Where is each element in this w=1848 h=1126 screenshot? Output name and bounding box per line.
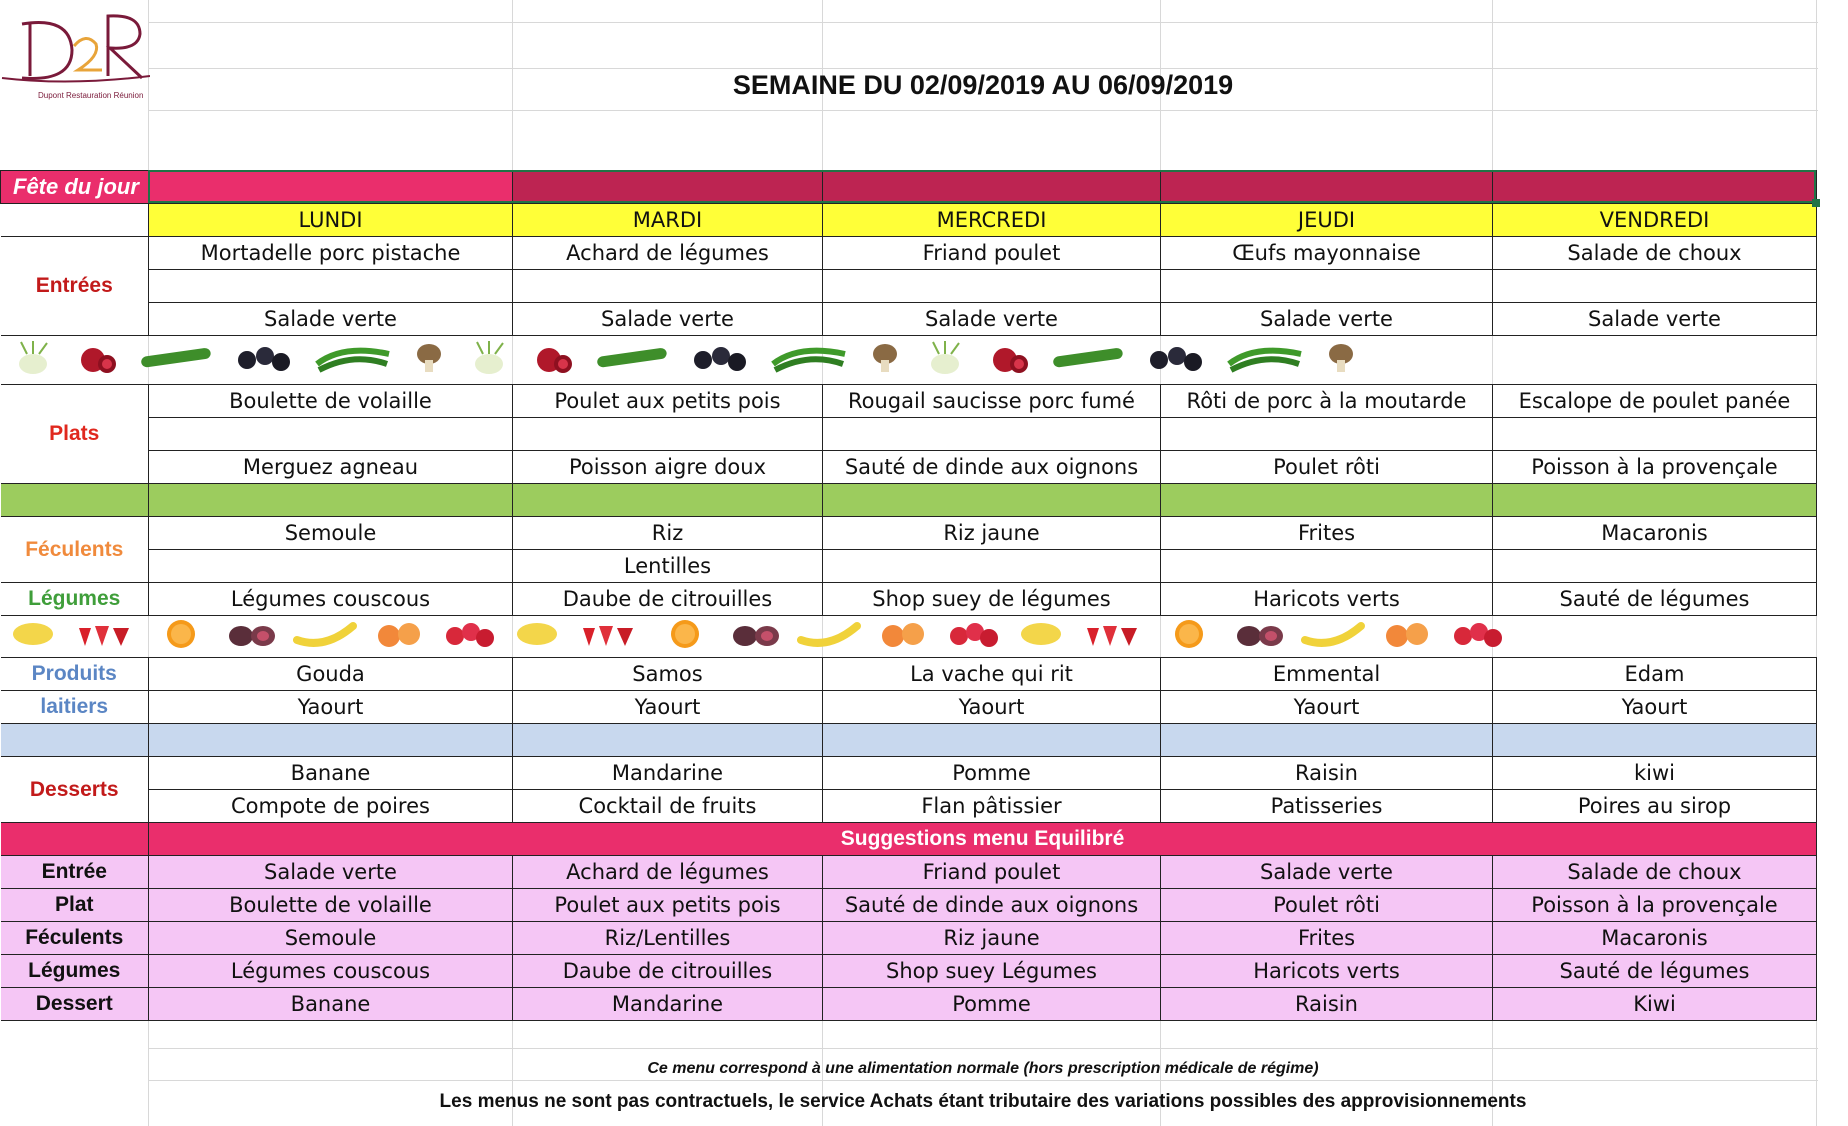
lemon-icon — [9, 618, 57, 655]
menu-cell[interactable]: Yaourt — [149, 691, 513, 724]
menu-cell[interactable]: Rôti de porc à la moutarde — [1161, 385, 1493, 418]
green-separator — [1, 484, 1817, 517]
footer-disclaimer: Les menus ne sont pas contractuels, le service Achats étant tributaire des variations possibles des approvisionnements — [439, 1091, 1527, 1112]
menu-cell[interactable]: Salade verte — [823, 303, 1161, 336]
menu-cell[interactable]: Samos — [513, 658, 823, 691]
menu-cell[interactable]: Macaronis — [1493, 517, 1817, 550]
menu-cell[interactable] — [823, 550, 1161, 583]
footer-note: Ce menu correspond à une alimentation normale (hors prescription médicale de régime) — [647, 1060, 1319, 1077]
menu-cell[interactable]: Lentilles — [513, 550, 823, 583]
fete-cell[interactable] — [513, 171, 823, 204]
separator-cell — [513, 484, 823, 517]
suggestion-cell[interactable]: Boulette de volaille — [149, 889, 513, 922]
suggestion-cell[interactable]: Poisson à la provençale — [1493, 889, 1817, 922]
day-header: VENDREDI — [1493, 204, 1817, 237]
menu-cell[interactable] — [513, 418, 823, 451]
menu-cell[interactable]: Salade de choux — [1493, 237, 1817, 270]
menu-cell[interactable] — [1493, 418, 1817, 451]
vegetable-strip — [1, 336, 1817, 385]
menu-cell[interactable] — [149, 270, 513, 303]
zucchini-icon — [137, 340, 217, 381]
menu-cell[interactable]: Boulette de volaille — [149, 385, 513, 418]
suggestion-label: Plat — [1, 889, 149, 922]
menu-cell[interactable]: Riz — [513, 517, 823, 550]
menu-cell[interactable]: Rougail saucisse porc fumé — [823, 385, 1161, 418]
desserts-row — [1, 757, 1817, 790]
blackberries-icon — [689, 340, 753, 381]
desserts-row — [1, 790, 1817, 823]
pomegranate-icon — [985, 340, 1033, 381]
day-header: MARDI — [513, 204, 823, 237]
fruit-strip — [1, 616, 1817, 658]
suggestion-row — [1, 889, 1817, 922]
menu-cell[interactable]: Patisseries — [1161, 790, 1493, 823]
separator-cell — [149, 484, 513, 517]
blackberries-icon — [1145, 340, 1209, 381]
menu-cell[interactable]: Poisson aigre doux — [513, 451, 823, 484]
strawberries-icon — [577, 618, 641, 655]
gridline — [148, 22, 1818, 23]
menu-cell[interactable]: Poulet rôti — [1161, 451, 1493, 484]
morel-icon — [1321, 340, 1361, 381]
laitiers-row — [1, 658, 1817, 691]
fruit-strip-row — [1, 616, 1817, 658]
suggestion-cell[interactable]: Pomme — [823, 988, 1161, 1021]
menu-cell[interactable]: Yaourt — [823, 691, 1161, 724]
suggestion-label: Dessert — [1, 988, 149, 1021]
category-legumes: Légumes — [1, 583, 149, 616]
menu-cell[interactable] — [513, 270, 823, 303]
suggestion-label: Entrée — [1, 856, 149, 889]
fennel-icon — [9, 340, 57, 381]
suggestion-cell[interactable]: Haricots verts — [1161, 955, 1493, 988]
strawberries-icon — [1081, 618, 1145, 655]
menu-cell[interactable]: Cocktail de fruits — [513, 790, 823, 823]
fennel-icon — [921, 340, 969, 381]
zucchini-icon — [593, 340, 673, 381]
menu-cell[interactable]: Compote de poires — [149, 790, 513, 823]
menu-cell[interactable]: Yaourt — [1493, 691, 1817, 724]
lemon-icon — [513, 618, 561, 655]
fete-row — [1, 171, 1817, 204]
menu-cell[interactable]: Semoule — [149, 517, 513, 550]
fig-icon — [729, 618, 781, 655]
menu-cell[interactable]: Légumes couscous — [149, 583, 513, 616]
separator-cell — [1, 724, 149, 757]
separator-cell — [823, 484, 1161, 517]
green-beans-icon — [769, 340, 849, 381]
suggestion-row — [1, 922, 1817, 955]
menu-table — [0, 170, 1817, 1021]
suggestion-cell[interactable]: Macaronis — [1493, 922, 1817, 955]
banana-icon — [293, 618, 357, 655]
morel-icon — [865, 340, 905, 381]
entrees-row — [1, 237, 1817, 270]
menu-cell[interactable] — [149, 418, 513, 451]
separator-cell — [1493, 484, 1817, 517]
company-logo — [0, 6, 150, 106]
suggestion-cell[interactable]: Poulet aux petits pois — [513, 889, 823, 922]
menu-cell[interactable]: Emmental — [1161, 658, 1493, 691]
menu-cell[interactable]: Haricots verts — [1161, 583, 1493, 616]
menu-cell[interactable] — [1161, 418, 1493, 451]
separator-cell — [1161, 484, 1493, 517]
suggestion-cell[interactable]: Kiwi — [1493, 988, 1817, 1021]
laitiers-row — [1, 691, 1817, 724]
category-laitiers: Produits — [1, 658, 149, 691]
green-beans-icon — [1225, 340, 1305, 381]
menu-cell[interactable]: Sauté de légumes — [1493, 583, 1817, 616]
suggestion-cell[interactable]: Mandarine — [513, 988, 823, 1021]
green-beans-icon — [313, 340, 393, 381]
separator-cell — [1161, 724, 1493, 757]
day-header: JEUDI — [1161, 204, 1493, 237]
separator-cell — [1, 484, 149, 517]
separator-cell — [513, 724, 823, 757]
suggestion-cell[interactable]: Banane — [149, 988, 513, 1021]
entrees-row — [1, 303, 1817, 336]
suggestion-row — [1, 988, 1817, 1021]
menu-cell[interactable]: Mortadelle porc pistache — [149, 237, 513, 270]
category-entrees: Entrées — [1, 237, 149, 336]
menu-cell[interactable]: Salade verte — [1493, 303, 1817, 336]
menu-cell[interactable] — [1161, 270, 1493, 303]
suggestion-cell[interactable]: Riz jaune — [823, 922, 1161, 955]
gridline — [148, 1048, 1818, 1049]
day-header: LUNDI — [149, 204, 513, 237]
legumes-row — [1, 583, 1817, 616]
fete-cell[interactable] — [1493, 171, 1817, 204]
category-desserts: Desserts — [1, 757, 149, 823]
suggestion-row — [1, 955, 1817, 988]
fill-handle[interactable] — [1812, 199, 1820, 207]
orange-slice-icon — [153, 618, 209, 655]
logo-subtitle: Dupont Restauration Réunion — [38, 91, 144, 100]
morel-icon — [409, 340, 449, 381]
fete-cell[interactable] — [1161, 171, 1493, 204]
fete-label: Fête du jour — [1, 171, 149, 204]
plats-row — [1, 385, 1817, 418]
menu-cell[interactable]: La vache qui rit — [823, 658, 1161, 691]
suggestion-cell[interactable]: Daube de citrouilles — [513, 955, 823, 988]
blackberries-icon — [233, 340, 297, 381]
menu-cell[interactable]: Shop suey de légumes — [823, 583, 1161, 616]
menu-cell[interactable]: Poulet aux petits pois — [513, 385, 823, 418]
menu-cell[interactable]: Salade verte — [149, 303, 513, 336]
suggestion-cell[interactable]: Salade verte — [149, 856, 513, 889]
suggestion-cell[interactable]: Légumes couscous — [149, 955, 513, 988]
pomegranate-icon — [73, 340, 121, 381]
menu-cell[interactable]: Edam — [1493, 658, 1817, 691]
blue-separator — [1, 724, 1817, 757]
menu-cell[interactable]: Banane — [149, 757, 513, 790]
orange-slice-icon — [1161, 618, 1217, 655]
suggestion-cell[interactable]: Semoule — [149, 922, 513, 955]
zucchini-icon — [1049, 340, 1129, 381]
menu-cell[interactable]: Yaourt — [1161, 691, 1493, 724]
suggestion-cell[interactable]: Poulet rôti — [1161, 889, 1493, 922]
menu-cell[interactable]: Yaourt — [513, 691, 823, 724]
separator-cell — [1493, 724, 1817, 757]
menu-cell[interactable]: Sauté de dinde aux oignons — [823, 451, 1161, 484]
menu-cell[interactable]: Achard de légumes — [513, 237, 823, 270]
menu-cell[interactable]: kiwi — [1493, 757, 1817, 790]
menu-cell[interactable]: Œufs mayonnaise — [1161, 237, 1493, 270]
suggestion-cell[interactable]: Salade de choux — [1493, 856, 1817, 889]
suggestion-label: Féculents — [1, 922, 149, 955]
menu-cell[interactable]: Pomme — [823, 757, 1161, 790]
suggestion-cell[interactable]: Frites — [1161, 922, 1493, 955]
raspberries-icon — [441, 618, 497, 655]
menu-cell[interactable] — [1493, 270, 1817, 303]
menu-cell[interactable] — [823, 270, 1161, 303]
apricot-icon — [877, 618, 929, 655]
page-title: SEMAINE DU 02/09/2019 AU 06/09/2019 — [732, 70, 1234, 100]
pomegranate-icon — [529, 340, 577, 381]
plats-row — [1, 418, 1817, 451]
suggestion-label: Légumes — [1, 955, 149, 988]
days-row — [1, 204, 1817, 237]
menu-cell[interactable] — [1493, 550, 1817, 583]
entrees-row — [1, 270, 1817, 303]
menu-cell[interactable]: Raisin — [1161, 757, 1493, 790]
menu-cell[interactable]: Gouda — [149, 658, 513, 691]
fig-icon — [1233, 618, 1285, 655]
fennel-icon — [465, 340, 513, 381]
suggestion-cell[interactable]: Salade verte — [1161, 856, 1493, 889]
suggestion-row — [1, 856, 1817, 889]
menu-cell[interactable]: Frites — [1161, 517, 1493, 550]
empty-cell — [1, 823, 149, 856]
suggestion-cell[interactable]: Riz/Lentilles — [513, 922, 823, 955]
feculents-row — [1, 550, 1817, 583]
apricot-icon — [373, 618, 425, 655]
menu-cell[interactable]: Salade verte — [1161, 303, 1493, 336]
suggestions-header-row — [1, 823, 1817, 856]
category-feculents: Féculents — [1, 517, 149, 583]
separator-cell — [823, 724, 1161, 757]
menu-cell[interactable]: Friand poulet — [823, 237, 1161, 270]
menu-cell[interactable]: Mandarine — [513, 757, 823, 790]
lemon-icon — [1017, 618, 1065, 655]
menu-cell[interactable] — [149, 550, 513, 583]
day-header: MERCREDI — [823, 204, 1161, 237]
suggestion-cell[interactable]: Achard de légumes — [513, 856, 823, 889]
suggestion-cell[interactable]: Sauté de légumes — [1493, 955, 1817, 988]
strawberries-icon — [73, 618, 137, 655]
banana-icon — [797, 618, 861, 655]
gridline — [148, 1080, 1818, 1081]
menu-cell[interactable] — [1161, 550, 1493, 583]
suggestion-cell[interactable]: Raisin — [1161, 988, 1493, 1021]
suggestion-cell[interactable]: Friand poulet — [823, 856, 1161, 889]
category-plats: Plats — [1, 385, 149, 484]
suggestion-cell[interactable]: Shop suey Légumes — [823, 955, 1161, 988]
fig-icon — [225, 618, 277, 655]
gridline — [148, 68, 1818, 69]
gridline — [148, 110, 1818, 111]
menu-cell[interactable]: Riz jaune — [823, 517, 1161, 550]
menu-cell[interactable]: Flan pâtissier — [823, 790, 1161, 823]
menu-cell[interactable]: Daube de citrouilles — [513, 583, 823, 616]
menu-cell[interactable]: Escalope de poulet panée — [1493, 385, 1817, 418]
plats-row — [1, 451, 1817, 484]
separator-cell — [149, 724, 513, 757]
banana-icon — [1301, 618, 1365, 655]
raspberries-icon — [945, 618, 1001, 655]
menu-cell[interactable]: Poires au sirop — [1493, 790, 1817, 823]
menu-cell[interactable] — [823, 418, 1161, 451]
suggestion-cell[interactable]: Sauté de dinde aux oignons — [823, 889, 1161, 922]
feculents-row — [1, 517, 1817, 550]
empty-cell — [1, 204, 149, 237]
menu-cell[interactable]: Merguez agneau — [149, 451, 513, 484]
apricot-icon — [1381, 618, 1433, 655]
menu-cell[interactable]: Poisson à la provençale — [1493, 451, 1817, 484]
vegetable-strip-row — [1, 336, 1817, 385]
orange-slice-icon — [657, 618, 713, 655]
menu-cell[interactable]: Salade verte — [513, 303, 823, 336]
suggestions-title: Suggestions menu Equilibré — [149, 823, 1817, 856]
fete-cell[interactable] — [149, 171, 513, 204]
category-laitiers-2: laitiers — [1, 691, 149, 724]
fete-cell[interactable] — [823, 171, 1161, 204]
raspberries-icon — [1449, 618, 1505, 655]
